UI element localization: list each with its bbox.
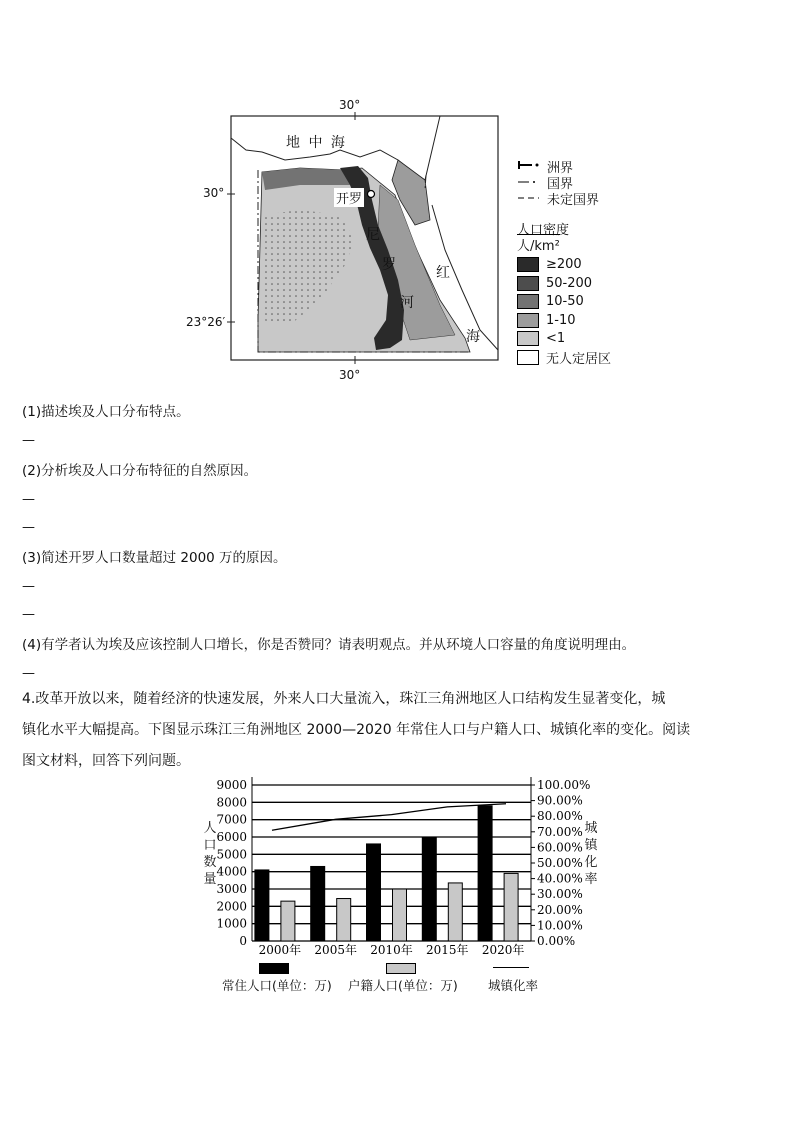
y-tick-left: 5000 bbox=[216, 847, 247, 862]
density-label: 50-200 bbox=[546, 275, 593, 291]
legend-undetermined-border-label: 未定国界 bbox=[547, 193, 600, 208]
density-legend-item bbox=[517, 254, 582, 270]
bar-resident bbox=[311, 866, 325, 941]
chart-legend bbox=[0, 960, 800, 1000]
y-tick-right: 60.00% bbox=[537, 840, 583, 855]
density-title: 人口密度 bbox=[517, 223, 570, 238]
bar-registered bbox=[337, 899, 351, 941]
nile-char-2: 罗 bbox=[382, 257, 396, 273]
y-tick-left: 2000 bbox=[216, 899, 247, 914]
problem-4-line-3: 图文材料，回答下列问题。 bbox=[22, 753, 190, 769]
y-tick-right: 80.00% bbox=[537, 809, 583, 824]
nile-char-1: 尼 bbox=[366, 227, 380, 243]
bar-resident bbox=[422, 837, 436, 941]
ylabel-left: 人口数量 bbox=[203, 821, 217, 887]
answer-blank-1[interactable]: — bbox=[22, 433, 35, 448]
bar-registered bbox=[504, 873, 518, 941]
y-tick-left: 0 bbox=[239, 934, 247, 948]
y-tick-left: 7000 bbox=[216, 812, 247, 827]
density-unit: 人/km² bbox=[517, 234, 560, 254]
legend-national-border-label: 国界 bbox=[547, 177, 574, 192]
bar-registered bbox=[448, 883, 462, 941]
answer-blank-4[interactable]: — bbox=[22, 579, 35, 594]
x-tick-label: 2000年 bbox=[258, 943, 302, 957]
density-swatch bbox=[517, 257, 539, 272]
urbanization-line bbox=[272, 804, 506, 831]
lat-30-label: 30° bbox=[203, 186, 225, 200]
legend-label: 常住人口(单位：万) bbox=[222, 978, 332, 993]
legend-national-border-icon bbox=[517, 177, 541, 187]
legend-swatch bbox=[259, 963, 289, 974]
nile-char-3: 河 bbox=[400, 295, 414, 311]
bar-resident bbox=[478, 806, 492, 941]
density-label: ≥200 bbox=[546, 257, 582, 272]
legend-label: 城镇化率 bbox=[488, 978, 539, 993]
answer-blank-3[interactable]: — bbox=[22, 520, 35, 535]
density-label: 10-50 bbox=[546, 294, 584, 309]
answer-blank-6[interactable]: — bbox=[22, 666, 35, 681]
x-tick-label: 2020年 bbox=[481, 943, 525, 957]
x-tick-label: 2010年 bbox=[370, 943, 413, 957]
density-swatch bbox=[517, 350, 539, 365]
legend-swatch bbox=[493, 967, 529, 968]
density-swatch bbox=[517, 276, 539, 291]
egypt-map bbox=[0, 0, 800, 390]
x-tick-label: 2005年 bbox=[314, 943, 357, 957]
legend-undetermined-border-icon bbox=[517, 193, 541, 203]
question-2: (2)分析埃及人口分布特征的自然原因。 bbox=[22, 463, 258, 479]
y-tick-right: 70.00% bbox=[537, 824, 583, 839]
ylabel-right: 城镇化率 bbox=[584, 821, 598, 887]
y-tick-left: 6000 bbox=[216, 830, 247, 844]
mediterranean-label: 地 中 海 bbox=[286, 135, 347, 151]
question-3: (3)简述开罗人口数量超过 2000 万的原因。 bbox=[22, 550, 287, 566]
answer-blank-5[interactable]: — bbox=[22, 607, 35, 622]
lon-top-label: 30° bbox=[339, 98, 361, 112]
question-1: (1)描述埃及人口分布特点。 bbox=[22, 404, 190, 420]
population-chart bbox=[0, 770, 800, 1000]
legend-continent-border-label: 洲界 bbox=[547, 161, 574, 176]
lat-2326-label: 23°26′ bbox=[186, 315, 226, 329]
y-tick-left: 9000 bbox=[216, 778, 247, 792]
y-tick-right: 10.00% bbox=[537, 918, 583, 933]
y-tick-right: 0.00% bbox=[537, 934, 576, 948]
density-legend-item bbox=[517, 273, 592, 289]
y-tick-left: 3000 bbox=[216, 882, 247, 896]
problem-4-intro bbox=[22, 684, 778, 777]
bar-resident bbox=[367, 844, 381, 941]
y-tick-right: 90.00% bbox=[537, 793, 583, 808]
density-swatch bbox=[517, 313, 539, 328]
legend-continent-border-icon bbox=[517, 160, 541, 170]
bar-registered bbox=[281, 901, 295, 941]
cairo-label: 开罗 bbox=[334, 188, 364, 207]
problem-4-line-2: 镇化水平大幅提高。下图显示珠江三角洲地区 2000—2020 年常住人口与户籍人口、城镇化率的变化。阅读 bbox=[22, 722, 691, 738]
density-swatch bbox=[517, 294, 539, 309]
bar-registered bbox=[393, 889, 407, 941]
legend-label: 户籍人口(单位：万) bbox=[348, 978, 458, 993]
density-legend-item bbox=[517, 291, 584, 307]
y-tick-right: 30.00% bbox=[537, 887, 583, 902]
y-tick-left: 8000 bbox=[216, 795, 247, 810]
question-4: (4)有学者认为埃及应该控制人口增长，你是否赞同？请表明观点。并从环境人口容量的角度说明理由。 bbox=[22, 637, 636, 653]
density-legend-item bbox=[517, 310, 576, 326]
y-tick-right: 20.00% bbox=[537, 902, 583, 917]
bar-resident bbox=[255, 870, 269, 941]
answer-blank-2[interactable]: — bbox=[22, 492, 35, 507]
red-sea-char-2: 海 bbox=[466, 329, 480, 345]
problem-4-line-1: 4.改革开放以来，随着经济的快速发展，外来人口大量流入，珠江三角洲地区人口结构发生显著变化，城 bbox=[22, 691, 666, 707]
cairo-marker bbox=[368, 191, 375, 198]
y-tick-right: 40.00% bbox=[537, 871, 583, 886]
legend-swatch bbox=[386, 963, 416, 974]
density-legend-item bbox=[517, 328, 565, 344]
density-label: <1 bbox=[546, 331, 566, 346]
y-tick-left: 4000 bbox=[216, 864, 247, 879]
y-tick-left: 1000 bbox=[216, 916, 247, 931]
x-tick-label: 2015年 bbox=[426, 943, 469, 957]
density-label: 1-10 bbox=[546, 312, 576, 328]
red-sea-char-1: 红 bbox=[436, 265, 450, 281]
lon-bottom-label: 30° bbox=[339, 368, 361, 382]
y-tick-right: 100.00% bbox=[537, 778, 591, 792]
density-swatch bbox=[517, 331, 539, 346]
density-label: 无人定居区 bbox=[546, 351, 612, 367]
egypt-map-figure bbox=[0, 0, 800, 390]
y-tick-right: 50.00% bbox=[537, 856, 583, 870]
density-legend-item bbox=[517, 347, 612, 367]
